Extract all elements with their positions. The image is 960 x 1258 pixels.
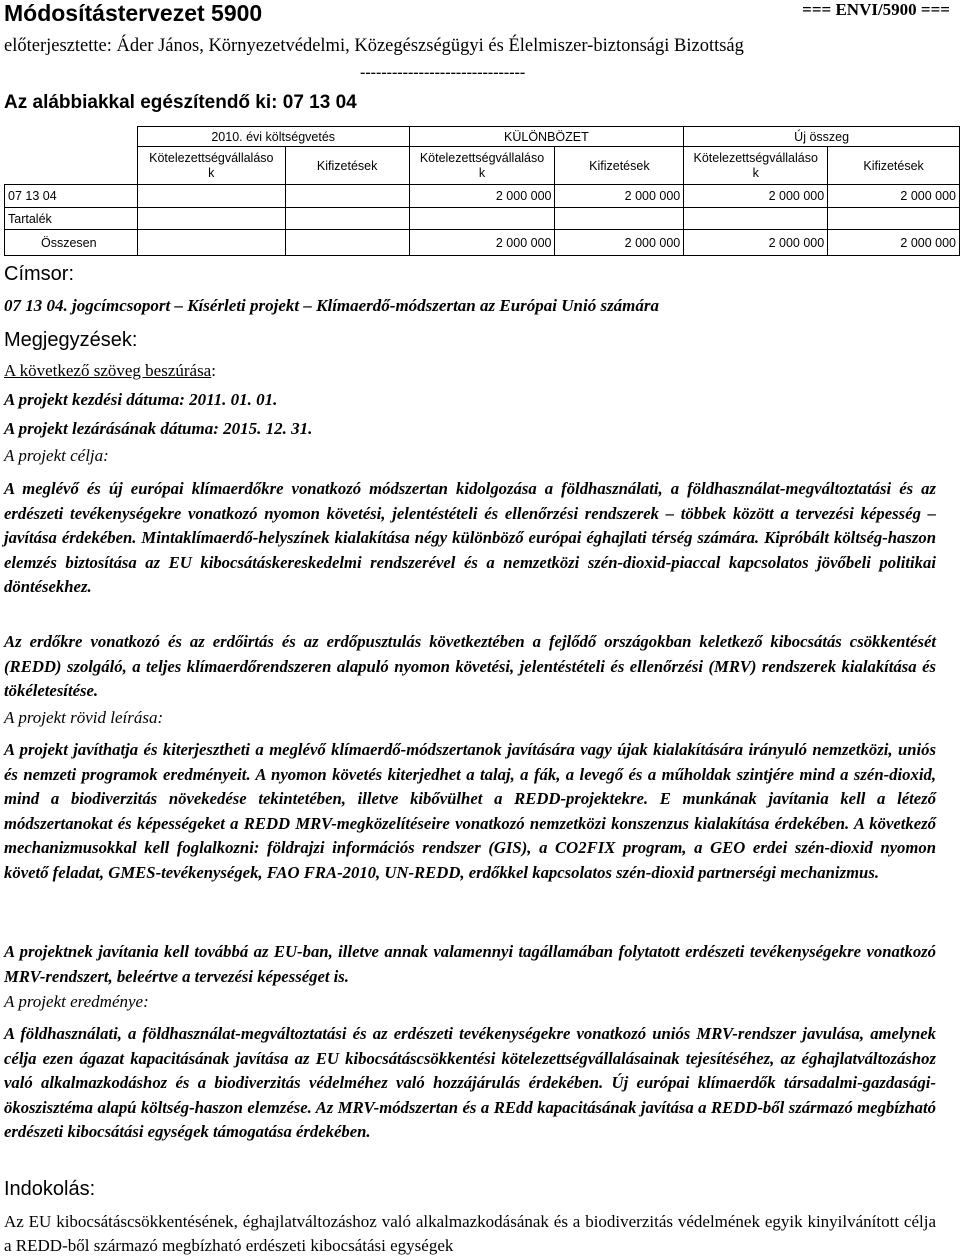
budget-sub-header-row bbox=[5, 147, 960, 185]
heading-title: Címsor: bbox=[4, 263, 74, 285]
cell-value bbox=[137, 230, 285, 256]
header-payments: Kifizetések bbox=[285, 147, 409, 185]
cell-value: 2 000 000 bbox=[555, 185, 684, 208]
cell-value bbox=[285, 230, 409, 256]
heading-notes: Megjegyzések: bbox=[4, 329, 138, 351]
cell-value: 2 000 000 bbox=[828, 230, 960, 256]
insert-instruction bbox=[4, 361, 216, 381]
budget-group-header-row bbox=[5, 127, 960, 147]
supplement-line: Az alábbiakkal egészítendő ki: 07 13 04 bbox=[4, 92, 357, 113]
row-label: Összesen bbox=[5, 230, 138, 256]
separator-line: ------------------------------- bbox=[360, 64, 526, 81]
cell-value bbox=[684, 208, 828, 230]
cell-value: 2 000 000 bbox=[828, 185, 960, 208]
document-title: Módosítástervezet 5900 bbox=[4, 0, 263, 26]
end-date: A projekt lezárásának dátuma: 2015. 12. 31. bbox=[4, 419, 313, 438]
header-payments: Kifizetések bbox=[555, 147, 684, 185]
header-payments: Kifizetések bbox=[828, 147, 960, 185]
table-row-total bbox=[5, 230, 960, 256]
justification-heading: Indokolás: bbox=[4, 1178, 96, 1200]
description-paragraph-2: A projektnek javítania kell továbbá az EU-ban, illetve annak valamennyi tagállamában folytatott erdészeti tevékenységekre vonatkozó MRV-rendszert, beleértve a tervezési képességet is. bbox=[4, 942, 936, 986]
header-commitments: Kötelezettségvállaláso k bbox=[684, 147, 828, 185]
submitter-line: előterjesztette: Áder János, Környezetvédelmi, Közegészségügyi és Élelmiszer-biztonsági Bizottság bbox=[4, 36, 744, 56]
budget-line-title: 07 13 04. jogcímcsoport – Kísérleti projekt – Klímaerdő-módszertan az Európai Unió számára bbox=[4, 296, 660, 315]
cell-value bbox=[137, 185, 285, 208]
header-budget-2010: 2010. évi költségvetés bbox=[137, 127, 409, 147]
start-date: A projekt kezdési dátuma: 2011. 01. 01. bbox=[4, 390, 278, 409]
cell-value: 2 000 000 bbox=[409, 230, 555, 256]
header-commitments: Kötelezettségvállaláso k bbox=[137, 147, 285, 185]
cell-value bbox=[137, 208, 285, 230]
row-label: 07 13 04 bbox=[5, 185, 138, 208]
result-paragraph: A földhasználati, a földhasználat-megváltoztatási és az erdészeti tevékenységekre vonatkozó uniós MRV-rendszer javulása, amelynek célja ezen ágazat kapacitásának javítása az EU kibocsátáscsökkentési kötelezettségvállalásainak tejesítéséhez, az éghajlatváltozáshoz való alkalmazkodáshoz és a biodiverzitás védelméhez való hozzájárulás érdekében. Új európai klímaerdők társadalmi-gazdasági-ökoszisztéma alapú költség-haszon elemzése. Az MRV-módszertan és a REdd kapacitásának javítása a REDD-ből származó megbízható erdészeti kibocsátási egységek támogatása érdekében. bbox=[4, 1024, 936, 1142]
result-heading: A projekt eredménye: bbox=[4, 992, 149, 1011]
cell-value bbox=[555, 208, 684, 230]
cell-value bbox=[409, 208, 555, 230]
table-row bbox=[5, 208, 960, 230]
cell-value bbox=[285, 185, 409, 208]
table-row bbox=[5, 185, 960, 208]
goal-paragraph-2: Az erdőkre vonatkozó és az erdőirtás és az erdőpusztulás következtében a fejlődő országokban keletkező kibocsátás csökkentését (REDD) szolgáló, a teljes klímaerdőrendszeren alapuló nyomon követési, jelentéstételi és ellenőrzési (MRV) rendszerek kialakítása és tökéletesítése. bbox=[4, 632, 936, 701]
description-paragraph-1: A projekt javíthatja és kiterjesztheti a meglévő klímaerdő-módszertanok javítására vagy újak kialakítására irányuló nemzetközi, uniós és nemzeti programok eredményeit. A nyomon követés kiterjedhet a talaj, a fák, a levegő és a műholdak szintjére mind a szén-dioxid, mind a biodiverzitás növekedése tekintetében, illetve kibővülhet a REDD-projektekre. E munkának javítania kell a létező módszertanokat és képességeket a REDD MRV-megközelítéseire vonatkozó nemzetközi konszenzus kialakítása érdekében. A következő mechanizmusokkal kell foglalkozni: földrajzi információs rendszer (GIS), a CO2FIX program, a GEO erdei szén-dioxid nyomon követő feladat, GMES-tevékenységek, FAO FRA-2010, UN-REDD, erdőkkel kapcsolatos szén-dioxid partnerségi mechanizmus. bbox=[4, 740, 936, 882]
cell-value: 2 000 000 bbox=[555, 230, 684, 256]
insert-instruction-colon: : bbox=[211, 361, 216, 380]
budget-table bbox=[4, 126, 960, 256]
cell-value bbox=[285, 208, 409, 230]
insert-instruction-text: A következő szöveg beszúrása bbox=[4, 361, 212, 380]
description-heading: A projekt rövid leírása: bbox=[4, 708, 164, 727]
header-difference: KÜLÖNBÖZET bbox=[409, 127, 684, 147]
header-new-amount: Új összeg bbox=[684, 127, 960, 147]
cell-value: 2 000 000 bbox=[684, 185, 828, 208]
cell-value: 2 000 000 bbox=[684, 230, 828, 256]
cell-value bbox=[828, 208, 960, 230]
document-code: === ENVI/5900 === bbox=[802, 0, 950, 19]
row-label: Tartalék bbox=[5, 208, 138, 230]
cell-value: 2 000 000 bbox=[409, 185, 555, 208]
header-commitments: Kötelezettségvállaláso k bbox=[409, 147, 555, 185]
goal-paragraph-1: A meglévő és új európai klímaerdőkre vonatkozó módszertan kidolgozása a földhasználati, a földhasználat-megváltoztatási és az erdészeti tevékenységekre vonatkozó nyomon követési, jelentéstételi és ellenőrzési rendszerek – többek között a tervezési képesség – javítása érdekében. Mintaklímaerdő-helyszínek kialakítása négy különböző európai éghajlati térség számára. Kipróbált költség-haszon elemzés biztosítása az EU kibocsátáskereskedelmi rendszerével és a nemzetközi szén-dioxid-piaccal kapcsolatos jövőbeli politikai döntésekhez. bbox=[4, 479, 936, 597]
goal-heading: A projekt célja: bbox=[4, 446, 109, 465]
justification-paragraph: Az EU kibocsátáscsökkentésének, éghajlatváltozáshoz való alkalmazkodásának és a biodiverzitás védelmének egyik kinyilvánított célja a REDD-ből származó megbízható erdészeti kibocsátási egységek bbox=[4, 1212, 936, 1255]
